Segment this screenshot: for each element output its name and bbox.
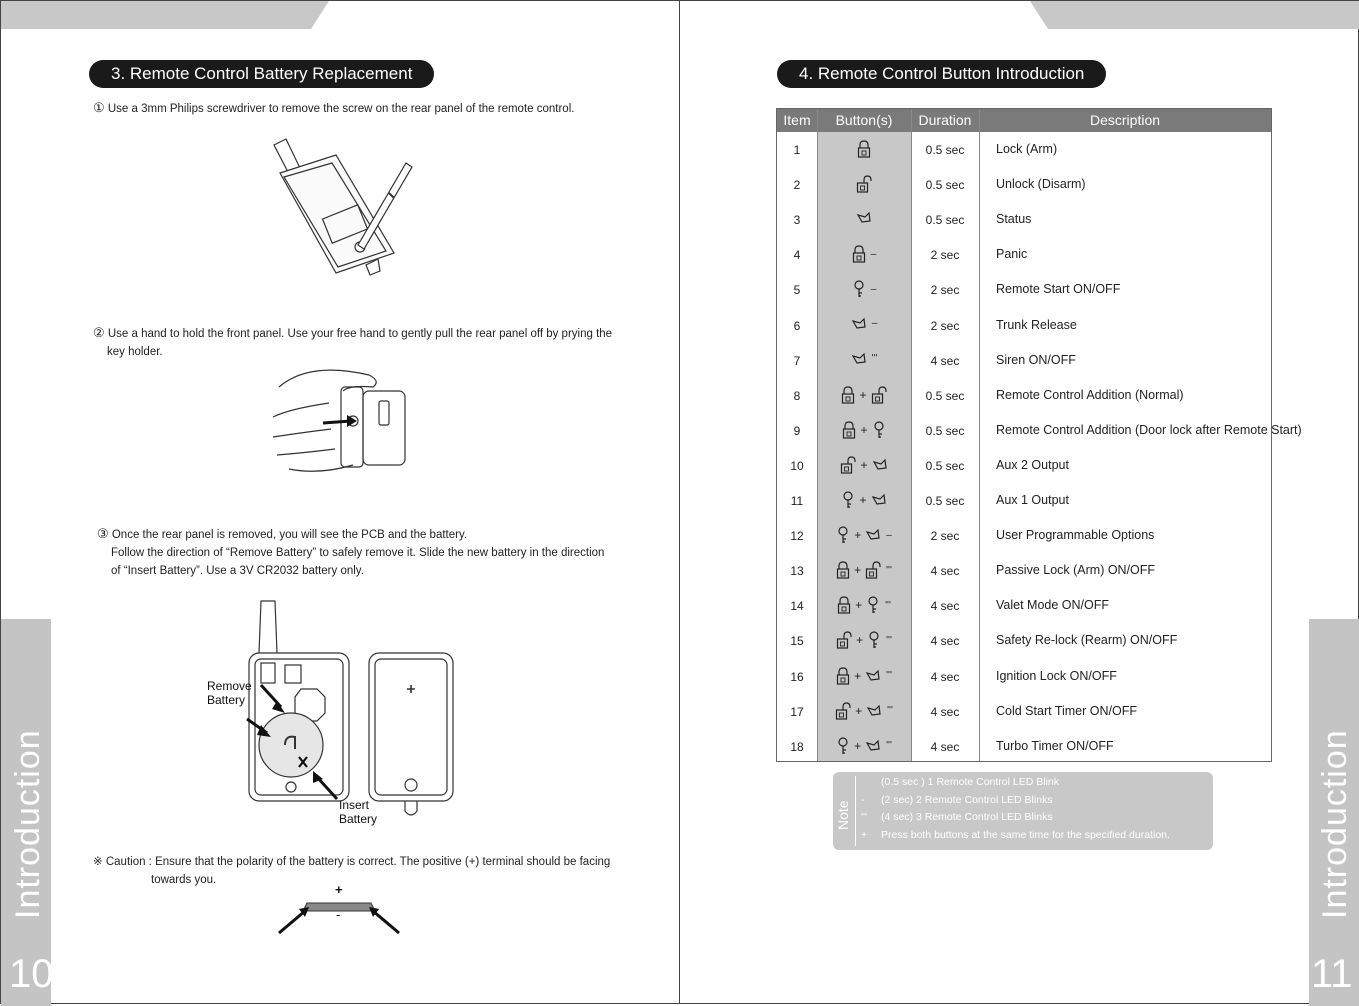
status-icon <box>866 703 882 719</box>
unlock-icon <box>871 386 887 404</box>
table-row <box>777 308 1271 343</box>
step-text-line-1: Use a hand to hold the front panel. Use your free hand to gently pull the rear panel off by prying the <box>107 328 613 340</box>
unlock-icon <box>836 631 852 649</box>
cell-item: 6 <box>793 318 801 333</box>
note-line: Press both buttons at the same time for the specified duration. <box>881 828 1170 841</box>
cell-buttons <box>817 343 911 378</box>
caution-line-2: towards you. <box>151 874 217 886</box>
duration-marker: ''' <box>886 740 892 752</box>
note-line: (4 sec) 3 Remote Control LED Blinks <box>881 811 1053 823</box>
cell-item: 17 <box>790 704 804 719</box>
cell-buttons <box>817 167 911 202</box>
page-number: 11 <box>1311 952 1353 996</box>
duration-marker: – <box>870 283 877 295</box>
cell-item: 15 <box>790 634 804 649</box>
note-label: Note <box>835 800 851 830</box>
caution-note <box>93 853 610 889</box>
note-box <box>833 772 1213 850</box>
table-row <box>777 378 1271 413</box>
step-marker: ① <box>93 100 105 115</box>
cell-buttons <box>817 623 911 658</box>
plus-sign: + <box>854 563 862 578</box>
cell-duration: 2 sec <box>930 283 960 298</box>
caution-line-1: Caution : Ensure that the polarity of the battery is correct. The positive (+) terminal should be facing <box>105 856 611 868</box>
header-buttons: Button(s) <box>835 112 893 128</box>
plus-sign: + <box>860 422 868 437</box>
key-icon <box>841 491 855 509</box>
cell-item: 2 <box>793 178 801 193</box>
plus-sign: + <box>855 598 863 613</box>
cell-item: 4 <box>793 248 801 263</box>
screwdriver-illustration <box>266 133 416 283</box>
duration-marker: ''' <box>871 353 878 365</box>
step-text-line-2: key holder. <box>107 346 163 358</box>
cell-item: 12 <box>790 529 804 544</box>
step-text: Use a 3mm Philips screwdriver to remove the screw on the rear panel of the remote control. <box>107 103 575 115</box>
key-icon <box>836 737 850 755</box>
top-tab-decoration <box>1 1 329 29</box>
lock-icon <box>836 561 850 579</box>
table-row <box>777 132 1271 167</box>
plus-label: + <box>335 882 343 897</box>
duration-marker: – <box>871 318 878 329</box>
table-row <box>777 729 1271 764</box>
cell-duration: 0.5 sec <box>925 178 965 193</box>
cell-description: Passive Lock (Arm) ON/OFF <box>996 563 1156 578</box>
cell-description: Aux 1 Output <box>996 493 1069 507</box>
lock-icon <box>841 386 855 404</box>
cell-duration: 4 sec <box>930 353 960 368</box>
step-text-line-3: of “Insert Battery”. Use a 3V CR2032 battery only. <box>111 565 364 577</box>
unlock-icon <box>835 702 851 720</box>
cell-duration: 4 sec <box>930 739 960 754</box>
cell-duration: 4 sec <box>930 704 960 719</box>
cell-duration: 0.5 sec <box>925 423 965 438</box>
cell-duration: 0.5 sec <box>925 494 965 508</box>
table-header <box>777 109 1271 132</box>
insert-battery-label <box>339 798 377 826</box>
key-icon <box>852 280 866 298</box>
cell-description: Lock (Arm) <box>996 142 1058 156</box>
step-1 <box>93 99 574 118</box>
duration-marker: – <box>886 529 892 541</box>
header-item: Item <box>783 112 811 128</box>
cell-description: Safety Re-lock (Rearm) ON/OFF <box>996 633 1178 648</box>
cell-item: 10 <box>790 458 804 473</box>
cell-description: Remote Start ON/OFF <box>996 282 1121 297</box>
table-row <box>777 448 1271 483</box>
side-tab-label: Introduction <box>1316 729 1354 919</box>
unlock-icon <box>840 456 856 474</box>
cell-duration: 4 sec <box>930 599 960 614</box>
table-row <box>777 237 1271 272</box>
cell-item: 1 <box>793 143 801 157</box>
page-number: 10 <box>9 952 54 996</box>
duration-marker: ''' <box>887 705 893 717</box>
plus-sign: + <box>854 668 862 683</box>
section-title: 4. Remote Control Button Introduction <box>777 60 1106 88</box>
status-icon <box>856 210 872 226</box>
cell-description: Turbo Timer ON/OFF <box>996 738 1114 753</box>
cell-item: 3 <box>793 213 801 228</box>
cell-buttons <box>817 448 911 483</box>
cell-description: Panic <box>996 247 1028 262</box>
top-tab-decoration <box>1030 1 1359 29</box>
cell-duration: 4 sec <box>930 634 960 649</box>
status-icon <box>872 457 888 473</box>
pcb-battery-illustration <box>241 597 471 817</box>
lock-icon <box>837 596 851 614</box>
status-icon <box>865 668 881 684</box>
cell-duration: 2 sec <box>930 318 960 333</box>
cell-description: Cold Start Timer ON/OFF <box>996 703 1137 718</box>
cell-item: 14 <box>790 599 804 614</box>
duration-marker: ''' <box>886 670 892 681</box>
cell-buttons <box>817 272 911 307</box>
cell-buttons <box>817 132 911 167</box>
cell-item: 9 <box>793 423 801 438</box>
cell-item: 7 <box>793 353 801 368</box>
note-line: (0.5 sec ) 1 Remote Control LED Blink <box>881 776 1059 788</box>
table-row <box>777 588 1271 623</box>
cell-buttons <box>817 588 911 623</box>
table-row <box>777 694 1271 729</box>
remove-battery-label <box>207 679 252 707</box>
table-row <box>777 659 1271 694</box>
key-icon <box>867 631 881 649</box>
cell-buttons <box>817 237 911 272</box>
cell-description: Unlock (Disarm) <box>996 177 1086 192</box>
cell-duration: 0.5 sec <box>925 143 965 157</box>
step-marker: ③ <box>97 526 109 541</box>
cell-duration: 2 sec <box>930 529 960 544</box>
lock-icon <box>836 667 850 685</box>
cell-description: Status <box>996 212 1032 227</box>
cell-duration: 2 sec <box>930 248 960 263</box>
note-line: (2 sec) 2 Remote Control LED Blinks <box>881 793 1053 806</box>
header-duration: Duration <box>918 112 972 128</box>
status-icon <box>851 351 867 367</box>
cell-description: Valet Mode ON/OFF <box>996 598 1109 613</box>
label-line: Insert <box>339 798 370 812</box>
hand-prying-illustration <box>269 357 419 482</box>
note-symbol: - <box>861 793 865 806</box>
section-title: 3. Remote Control Battery Replacement <box>89 60 434 88</box>
cell-buttons <box>817 378 911 413</box>
step-marker: ② <box>93 325 105 340</box>
unlock-icon <box>865 561 881 579</box>
cell-duration: 0.5 sec <box>925 388 965 403</box>
lock-icon <box>857 140 871 158</box>
cell-duration: 0.5 sec <box>925 213 965 228</box>
cell-buttons <box>817 729 911 764</box>
status-icon <box>851 316 867 332</box>
cell-item: 18 <box>790 739 804 754</box>
cell-description: Remote Control Addition (Door lock after Remote Start) <box>996 422 1302 437</box>
cell-description: Trunk Release <box>996 317 1077 332</box>
duration-marker: ''' <box>886 634 892 646</box>
cell-buttons <box>817 694 911 729</box>
cell-buttons <box>817 659 911 694</box>
step-3 <box>97 525 604 580</box>
cell-description: Aux 2 Output <box>996 457 1069 472</box>
cell-description: User Programmable Options <box>996 528 1155 543</box>
cell-buttons <box>817 553 911 588</box>
cell-buttons <box>817 483 911 518</box>
plus-sign: + <box>856 633 864 648</box>
status-icon <box>865 738 881 754</box>
duration-marker: ''' <box>886 564 892 576</box>
step-text-line-2: Follow the direction of “Remove Battery” to safely remove it. Slide the new battery in the direction <box>111 547 605 559</box>
duration-marker: – <box>870 248 877 260</box>
table-row <box>777 413 1302 448</box>
button-table <box>776 108 1302 762</box>
unlock-icon <box>856 175 872 193</box>
cell-description: Remote Control Addition (Normal) <box>996 387 1184 402</box>
cell-item: 5 <box>793 283 801 298</box>
note-symbol: + <box>861 828 868 841</box>
plus-sign: + <box>859 493 867 507</box>
side-tab-label: Introduction <box>9 729 47 919</box>
header-description: Description <box>1089 112 1161 128</box>
cell-duration: 0.5 sec <box>925 458 965 473</box>
table-row <box>777 343 1271 378</box>
note-divider <box>855 776 856 846</box>
plus-sign: + <box>859 387 867 402</box>
step-2 <box>93 324 612 361</box>
cell-duration: 4 sec <box>930 564 960 579</box>
cell-item: 13 <box>790 564 804 579</box>
note-symbol: ''' <box>861 811 868 823</box>
cell-item: 16 <box>790 669 804 684</box>
cell-duration: 4 sec <box>930 669 960 684</box>
plus-sign: + <box>854 528 862 543</box>
label-line: Remove <box>207 679 252 693</box>
status-icon <box>865 527 881 543</box>
lock-icon <box>842 421 856 439</box>
table-row <box>777 202 1271 237</box>
cell-description: Ignition Lock ON/OFF <box>996 668 1117 683</box>
table-row <box>777 553 1271 588</box>
table-row <box>777 623 1271 658</box>
step-text-line-1: Once the rear panel is removed, you will see the PCB and the battery. <box>111 529 468 541</box>
caution-marker: ※ <box>93 856 103 868</box>
left-page <box>0 0 680 1004</box>
key-icon <box>836 526 850 544</box>
cell-buttons <box>817 518 911 553</box>
cell-item: 8 <box>793 388 801 403</box>
cell-buttons <box>817 202 911 237</box>
plus-sign: + <box>854 738 862 753</box>
duration-marker: ''' <box>885 599 891 611</box>
lock-icon <box>852 245 866 263</box>
label-line: Battery <box>207 693 246 707</box>
plus-sign: + <box>860 457 868 472</box>
cell-buttons <box>817 413 911 448</box>
cell-buttons <box>817 308 911 343</box>
table-row <box>777 483 1271 518</box>
label-line: Battery <box>339 812 378 826</box>
key-icon <box>872 421 886 439</box>
minus-label: - <box>336 907 341 922</box>
cell-item: 11 <box>790 494 804 508</box>
table-row <box>777 518 1271 553</box>
plus-sign: + <box>855 703 863 718</box>
table-row <box>777 167 1271 202</box>
table-row <box>777 272 1271 307</box>
status-icon <box>871 492 887 508</box>
cell-description: Siren ON/OFF <box>996 352 1076 367</box>
key-icon <box>866 596 880 614</box>
